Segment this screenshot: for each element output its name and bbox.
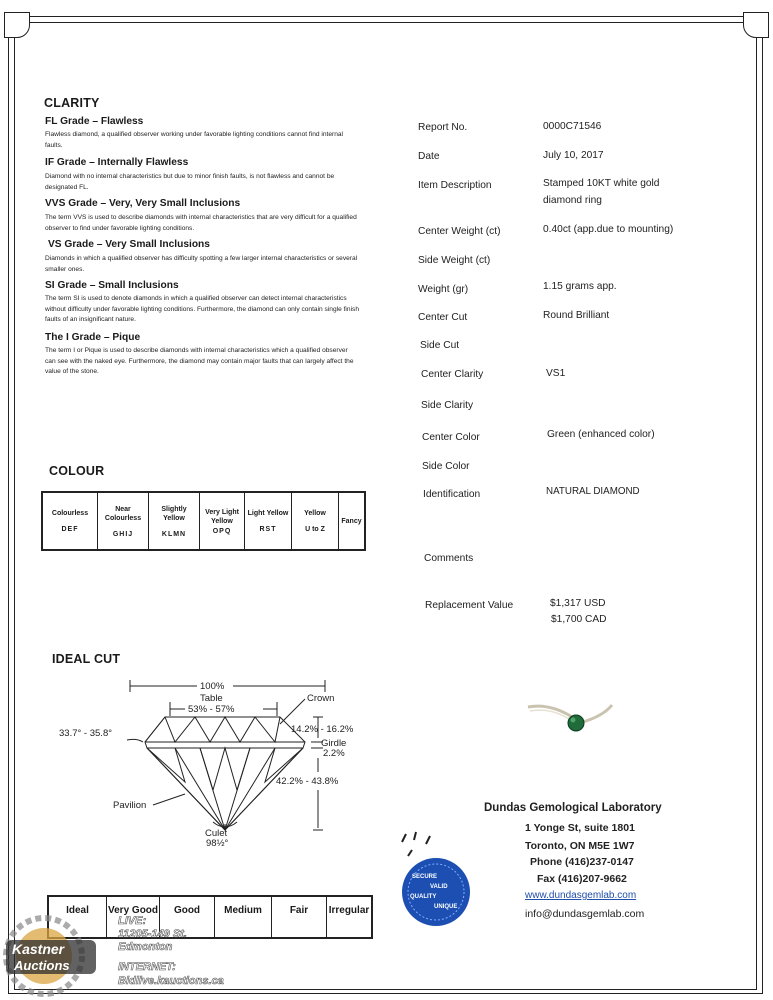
colour-cell: Yellow U to Z [292,492,339,550]
colour-cell: Very Light Yellow OPQ [200,492,245,550]
crown-label: Crown [307,693,335,704]
watermark-address: 11205-149 St. [118,928,187,940]
clarity-grade-title: VS Grade – Very Small Inclusions [48,239,210,250]
report-label: Item Description [418,180,492,191]
cut-grade-cell: Good [160,896,215,938]
report-value: 0000C71546 [543,121,602,132]
auction-watermark [0,912,240,1000]
girdle-pct-label: 2.2% [323,748,345,759]
table-label: Table [200,693,223,704]
ideal-cut-heading: IDEAL CUT [52,652,121,666]
lab-email: info@dundasgemlab.com [525,908,645,920]
report-value: VS1 [546,368,566,379]
watermark-internet: INTERNET: [118,961,176,973]
report-label: Weight (gr) [418,284,469,295]
report-label: Replacement Value [425,600,514,611]
report-value: 1.15 grams app. [543,281,617,292]
watermark-city: Edmonton [118,941,173,953]
report-label: Side Clarity [421,400,474,411]
report-value: Green (enhanced color) [547,429,655,440]
watermark-brand: Kastner [12,941,65,957]
clarity-heading: CLARITY [44,96,100,110]
report-label: Comments [424,553,474,564]
lab-phone: Phone (416)237-0147 [530,856,634,868]
diamond-outline [145,717,305,830]
report-value: $1,700 CAD [551,614,607,625]
report-value: 0.40ct (app.due to mounting) [543,224,674,235]
report-label: Date [418,151,440,162]
clarity-grade-desc: The term VVS is used to describe diamonds with internal characteristics that are very difficult for a qualified observer to find under favorable lighting conditions. [45,214,357,232]
lab-address2: Toronto, ON M5E 1W7 [525,840,635,852]
clarity-grade-desc: The term I or Pique is used to describe diamonds with internal characteristics which a qualified observer can see with the naked eye. Furthermore, the diamond may contain major faults that can largely affect the value of the stone. [45,347,354,375]
watermark-live: LIVE: [118,915,147,927]
report-value: Round Brilliant [543,310,610,321]
lab-name: Dundas Gemological Laboratory [484,802,662,814]
colour-cell: Near Colourless GHIJ [98,492,149,550]
colour-cell: Light Yellow RST [245,492,292,550]
report-label: Report No. [418,122,468,133]
table-range-label: 53% - 57% [188,704,235,715]
report-label: Center Color [422,432,480,443]
lab-address1: 1 Yonge St, suite 1801 [525,822,635,834]
hologram-seal [390,830,480,930]
clarity-grade-title: VVS Grade – Very, Very Small Inclusions [45,198,241,209]
hologram-text: QUALITY [410,894,437,900]
crown-angle-label: 33.7° - 35.8° [59,728,113,739]
report-label: Side Weight (ct) [418,255,491,266]
clarity-grade-desc: The term SI is used to denote diamonds in which a qualified observer can detect internal characteristics without difficulty under favorable lighting conditions. Furthermore, the diamond can only contain single finish faults of an insignificant nature. [45,295,359,323]
ring-photo [520,695,620,745]
hologram-text: UNIQUE [434,904,458,910]
watermark-brand: Auctions [14,958,70,973]
report-label: Center Weight (ct) [418,226,501,237]
colour-cell: Colourless DEF [42,492,98,550]
report-label: Center Cut [418,312,468,323]
report-label: Side Color [422,461,470,472]
girdle-label: Girdle [321,738,347,749]
report-value: NATURAL DIAMOND [546,486,640,497]
pavilion-depth-label: 42.2% - 43.8% [276,776,339,787]
cut-grade-cell: Ideal [48,896,107,938]
colour-cell: Slightly Yellow KLMN [149,492,200,550]
clarity-grade-title: IF Grade – Internally Flawless [45,157,189,168]
report-label: Center Clarity [421,369,484,380]
watermark-site: Bidlive.kauctions.ca [118,975,224,987]
lab-website-link[interactable]: www.dundasgemlab.com [525,890,637,901]
clarity-grade-title: FL Grade – Flawless [45,116,144,127]
frame-corner [4,12,30,38]
report-value: July 10, 2017 [543,150,604,161]
cut-grade-cell: Fair [272,896,327,938]
report-value: $1,317 USD [550,598,606,609]
lab-fax: Fax (416)207-9662 [537,873,627,885]
culet-pct-label: 98½° [206,838,229,849]
hologram-text: VALID [430,884,448,890]
culet-label: Culet [205,828,228,839]
crown-height-label: 14.2% - 16.2% [291,724,354,735]
colour-cell: Fancy [339,492,366,550]
colour-heading: COLOUR [49,464,105,478]
cut-grade-cell: Very Good [107,896,160,938]
clarity-grade-title: The I Grade – Pique [45,332,141,343]
clarity-grade-desc: Flawless diamond, a qualified observer working under favorable lighting conditions cannot find internal faults. [45,131,343,149]
hologram-text: SECURE [412,874,438,880]
cut-grade-cell: Medium [215,896,272,938]
cut-grade-cell: Irregular [327,896,373,938]
report-label: Side Cut [420,340,460,351]
pavilion-label: Pavilion [113,800,147,811]
frame-corner [743,12,769,38]
diamond-cut-diagram [55,672,375,862]
clarity-grade-desc: Diamonds in which a qualified observer has difficulty spotting a few larger internal characteristics or several smaller ones. [45,255,358,273]
total-width-label: 100% [200,681,225,692]
clarity-grade-desc: Diamond with no internal characteristics but due to minor finish faults, is not flawless and cannot be designated FL. [45,173,335,191]
report-label: Identification [423,489,481,500]
clarity-grade-title: SI Grade – Small Inclusions [45,280,179,291]
report-value: Stamped 10KT white gold diamond ring [543,178,660,206]
colour-grade-table [41,491,366,551]
